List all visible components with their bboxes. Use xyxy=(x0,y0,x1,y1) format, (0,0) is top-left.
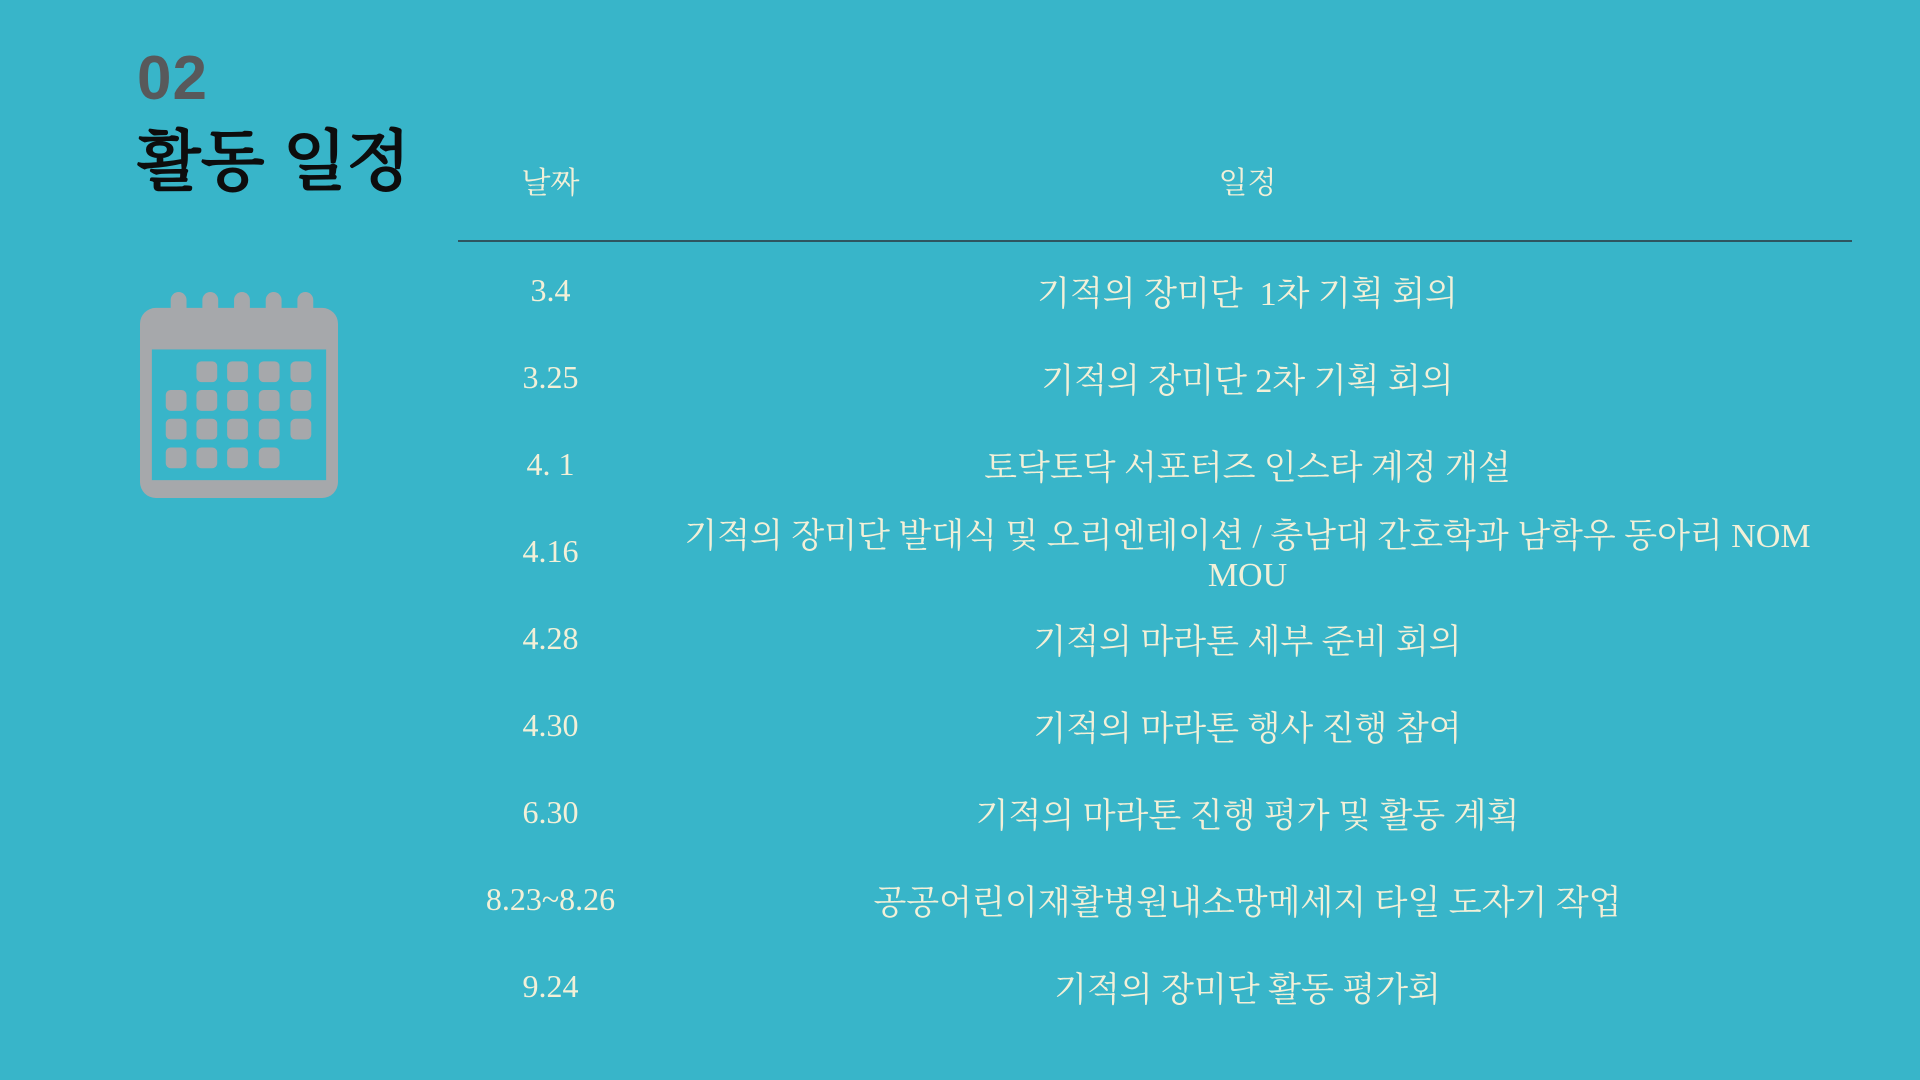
table-row xyxy=(458,595,1852,682)
date-cell: 9.24 xyxy=(522,968,579,1004)
date-cell: 6.30 xyxy=(522,794,579,830)
table-row xyxy=(458,682,1852,769)
event-cell: 토닥토닥 서포터즈 인스타 계정 개설 xyxy=(984,450,1511,487)
section-title: 활동 일정 xyxy=(137,124,411,198)
table-row xyxy=(458,508,1852,595)
calendar-icon xyxy=(140,291,338,499)
schedule-table xyxy=(458,120,1852,1030)
title-block xyxy=(137,44,411,198)
date-cell: 4.30 xyxy=(522,707,579,743)
date-cell: 3.4 xyxy=(530,272,571,308)
event-cell: 기적의 마라톤 행사 진행 참여 xyxy=(1033,711,1462,748)
table-body xyxy=(458,242,1852,1030)
date-cell: 4.16 xyxy=(522,533,579,569)
table-row xyxy=(458,334,1852,421)
event-cell: 기적의 마라톤 진행 평가 및 활동 계획 xyxy=(975,798,1520,835)
table-row xyxy=(458,943,1852,1030)
event-cell: 기적의 장미단 발대식 및 오리엔테이션 / 충남대 간호학과 남학우 동아리 NOM MOU xyxy=(684,518,1820,594)
event-cell: 기적의 장미단 1차 기획 회의 xyxy=(1037,276,1458,313)
table-header-row xyxy=(458,120,1852,242)
date-cell: 4. 1 xyxy=(526,446,575,482)
schedule-column-header: 일정 xyxy=(1218,167,1277,200)
table-row xyxy=(458,769,1852,856)
section-number: 02 xyxy=(137,44,208,113)
event-cell: 공공어린이재활병원내소망메세지 타일 도자기 작업 xyxy=(873,885,1622,922)
event-cell: 기적의 장미단 2차 기획 회의 xyxy=(1041,363,1454,400)
event-cell: 기적의 장미단 활동 평가회 xyxy=(1054,972,1441,1009)
date-cell: 4.28 xyxy=(522,620,579,656)
event-cell: 기적의 마라톤 세부 준비 회의 xyxy=(1033,624,1462,661)
date-column-header: 날짜 xyxy=(521,167,580,200)
table-row xyxy=(458,247,1852,334)
date-cell: 3.25 xyxy=(522,359,579,395)
table-row xyxy=(458,856,1852,943)
date-cell: 8.23~8.26 xyxy=(485,881,616,917)
table-row xyxy=(458,421,1852,508)
